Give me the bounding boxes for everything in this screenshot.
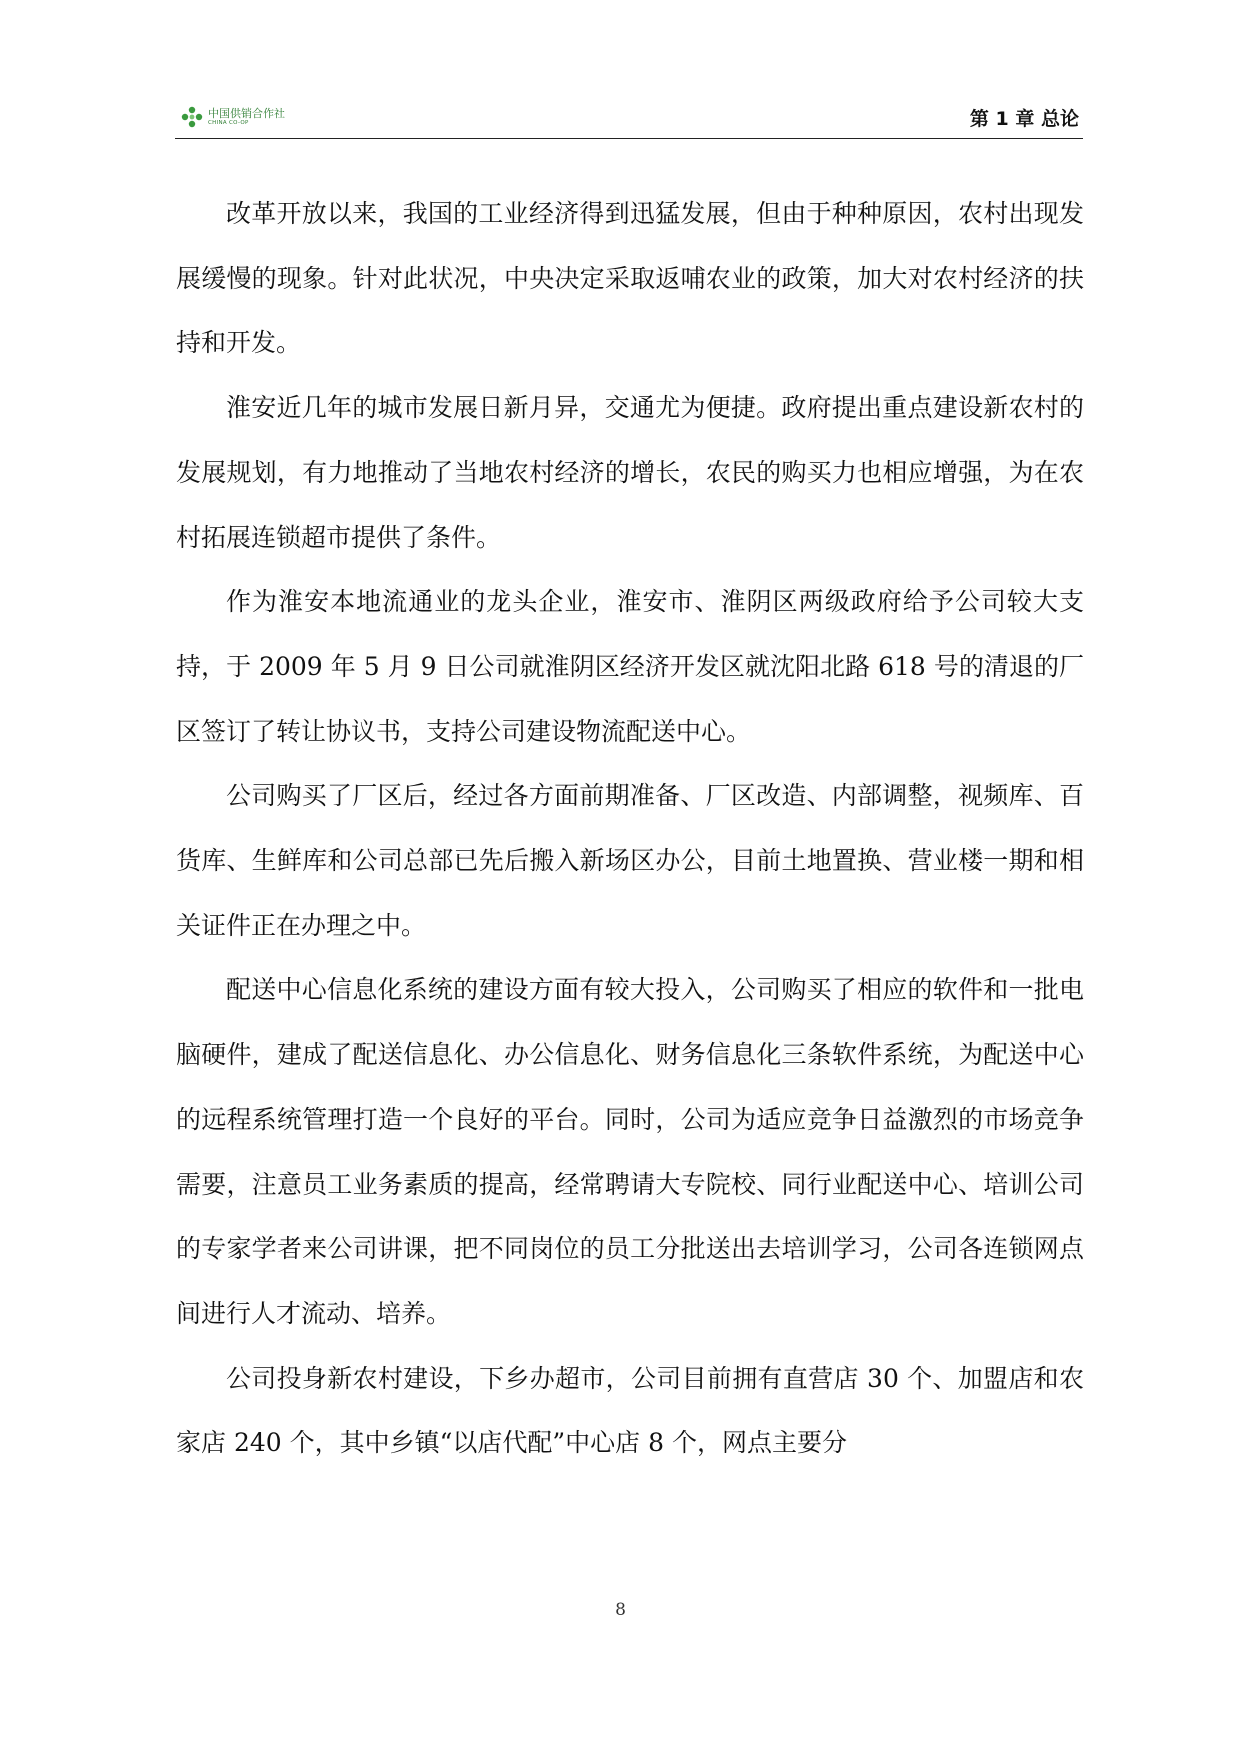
- chapter-title: 第 1 章 总论: [969, 108, 1079, 130]
- paragraph: 淮安近几年的城市发展日新月异，交通尤为便捷。政府提出重点建设新农村的发展规划，有力地推动了当地农村经济的增长，农民的购买力也相应增强，为在农村拓展连锁超市提供了条件。: [176, 393, 1084, 552]
- paragraph: 配送中心信息化系统的建设方面有较大投入，公司购买了相应的软件和一批电脑硬件，建成了配送信息化、办公信息化、财务信息化三条软件系统，为配送中心的远程系统管理打造一个良好的平台。同时，公司为适应竞争日益激烈的市场竞争需要，注意员工业务素质的提高，经常聘请大专院校、同行业配送中心、培训公司的专家学者来公司讲课，把不同岗位的员工分批送出去培训学习，公司各连锁网点间进行人才流动、培养。: [176, 975, 1084, 1328]
- co-op-logo: [180, 104, 285, 130]
- logo-chinese-text: 中国供销合作社: [208, 106, 285, 120]
- paragraph: 改革开放以来，我国的工业经济得到迅猛发展，但由于种种原因，农村出现发展缓慢的现象。针对此状况，中央决定采取返哺农业的政策，加大对农村经济的扶持和开发。: [176, 199, 1084, 358]
- body-text: [176, 182, 1084, 1476]
- page-number: 8: [615, 1600, 626, 1620]
- paragraph: 作为淮安本地流通业的龙头企业，淮安市、淮阴区两级政府给予公司较大支持，于 2009 年 5 月 9 日公司就淮阴区经济开发区就沈阳北路 618 号的清退的厂区签订了转让协议书，支持公司建设物流配送中心。: [176, 587, 1084, 746]
- paragraph: 公司投身新农村建设，下乡办超市，公司目前拥有直营店 30 个、加盟店和农家店 240 个，其中乡镇“以店代配”中心店 8 个，网点主要分: [176, 1363, 1084, 1458]
- page-header: [175, 96, 1083, 139]
- co-op-leaf-icon: [180, 105, 204, 129]
- logo-english-text: CHINA CO-OP: [208, 119, 249, 126]
- paragraph: 公司购买了厂区后，经过各方面前期准备、厂区改造、内部调整，视频库、百货库、生鲜库和公司总部已先后搬入新场区办公，目前土地置换、营业楼一期和相关证件正在办理之中。: [176, 781, 1084, 940]
